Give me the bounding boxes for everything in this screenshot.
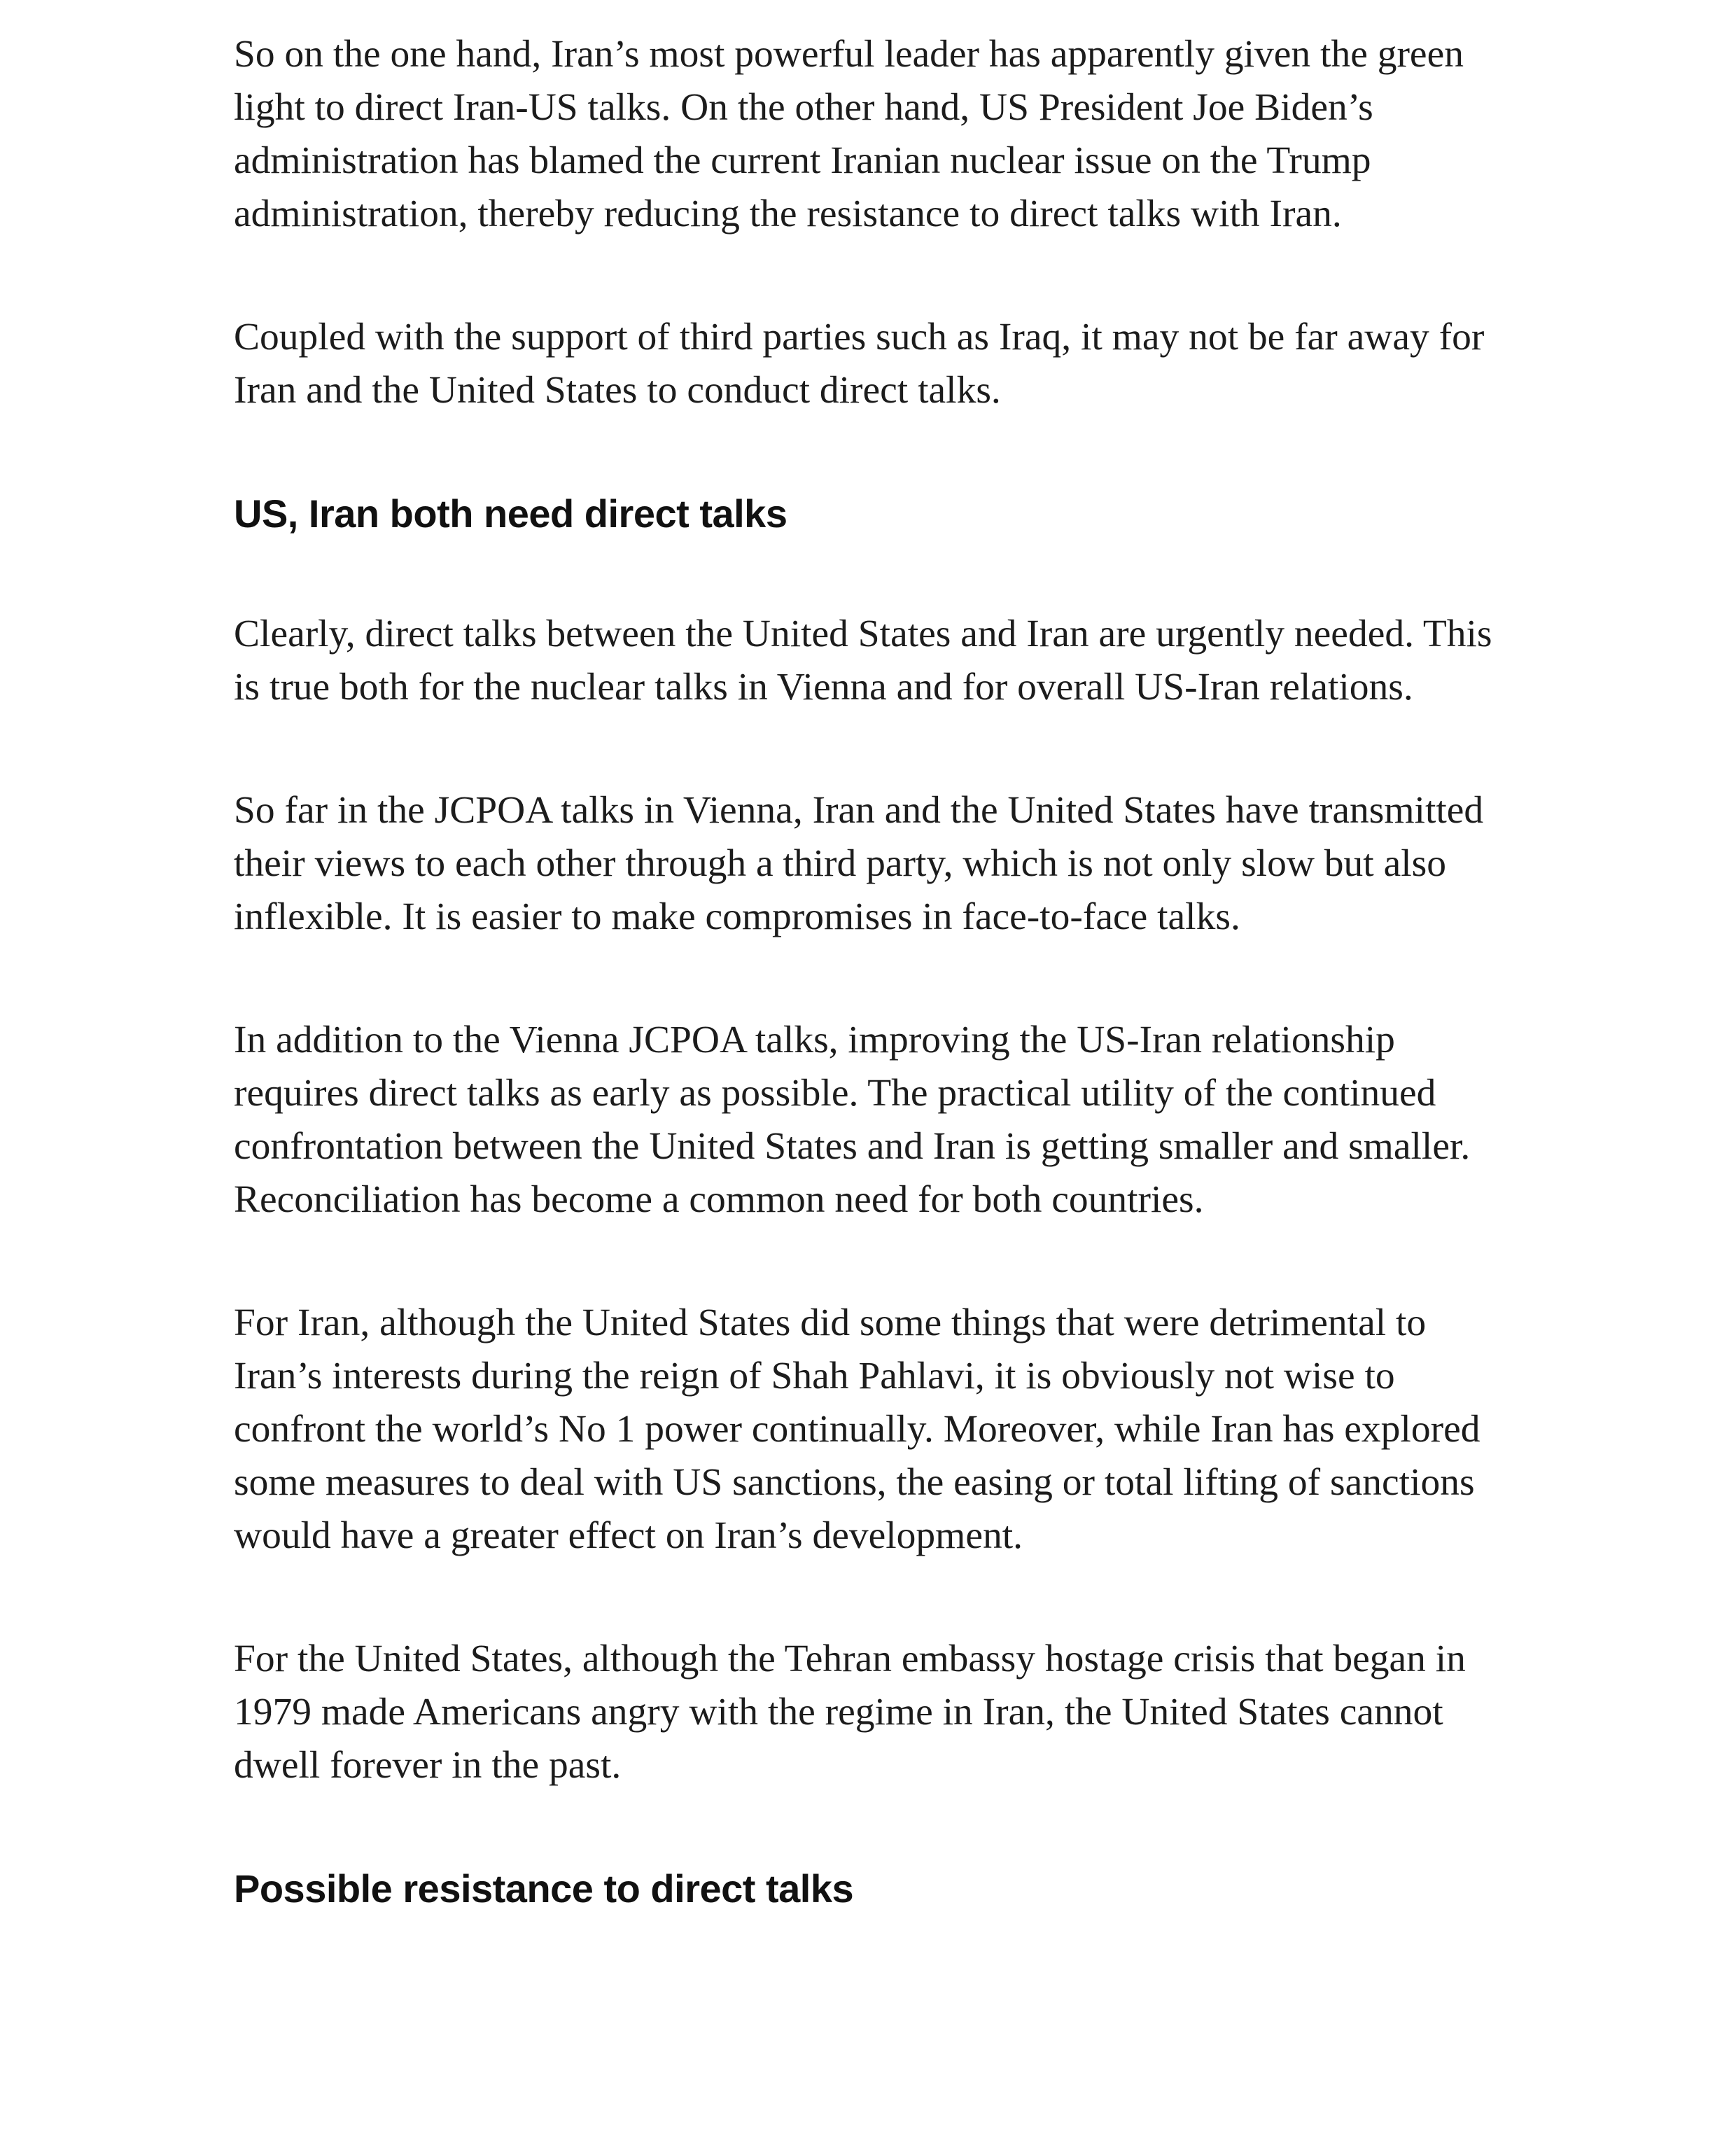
article-body: [234, 28, 1522, 1983]
paragraph-for-united-states: For the United States, although the Tehran embassy hostage crisis that began in 1979 made Americans angry with the regime in Iran, the United States cannot dwell forever in the past.: [234, 1638, 1466, 1787]
paragraph-khamenei-biden: So on the one hand, Iran’s most powerful leader has apparently given the green light to direct Iran-US talks. On the other hand, US President Joe Biden’s administration has blamed the current Iranian nuclear issue on the Trump administration, thereby reducing the resistance to direct talks with Iran.: [234, 33, 1464, 235]
section-heading-need-direct-talks: US, Iran both need direct talks: [234, 491, 788, 536]
paragraph-urgently-needed: Clearly, direct talks between the United States and Iran are urgently needed. This is true both for the nuclear talks in Vienna and for overall US-Iran relations.: [234, 613, 1492, 708]
section-heading-possible-resistance: Possible resistance to direct talks: [234, 1866, 854, 1911]
paragraph-relationship: In addition to the Vienna JCPOA talks, improving the US-Iran relationship requires direct talks as early as possible. The practical utility of the continued confrontation between the United States and Iran is getting smaller and smaller. Reconciliation has become a common need for both countries.: [234, 1019, 1471, 1221]
paragraph-jcpoa-vienna: So far in the JCPOA talks in Vienna, Iran and the United States have transmitted their views to each other through a third party, which is not only slow but also inflexible. It is easier to make compromises in face-to-face talks.: [234, 789, 1484, 938]
paragraph-for-iran: For Iran, although the United States did some things that were detrimental to Iran’s interests during the reign of Shah Pahlavi, it is obviously not wise to confront the world’s No 1 power continually. Moreover, while Iran has explored some measures to deal with US sanctions, the easing or total lifting of sanctions would have a greater effect on Iran’s development.: [234, 1301, 1480, 1557]
paragraph-third-parties: Coupled with the support of third parties such as Iraq, it may not be far away for Iran and the United States to conduct direct talks.: [234, 316, 1485, 412]
